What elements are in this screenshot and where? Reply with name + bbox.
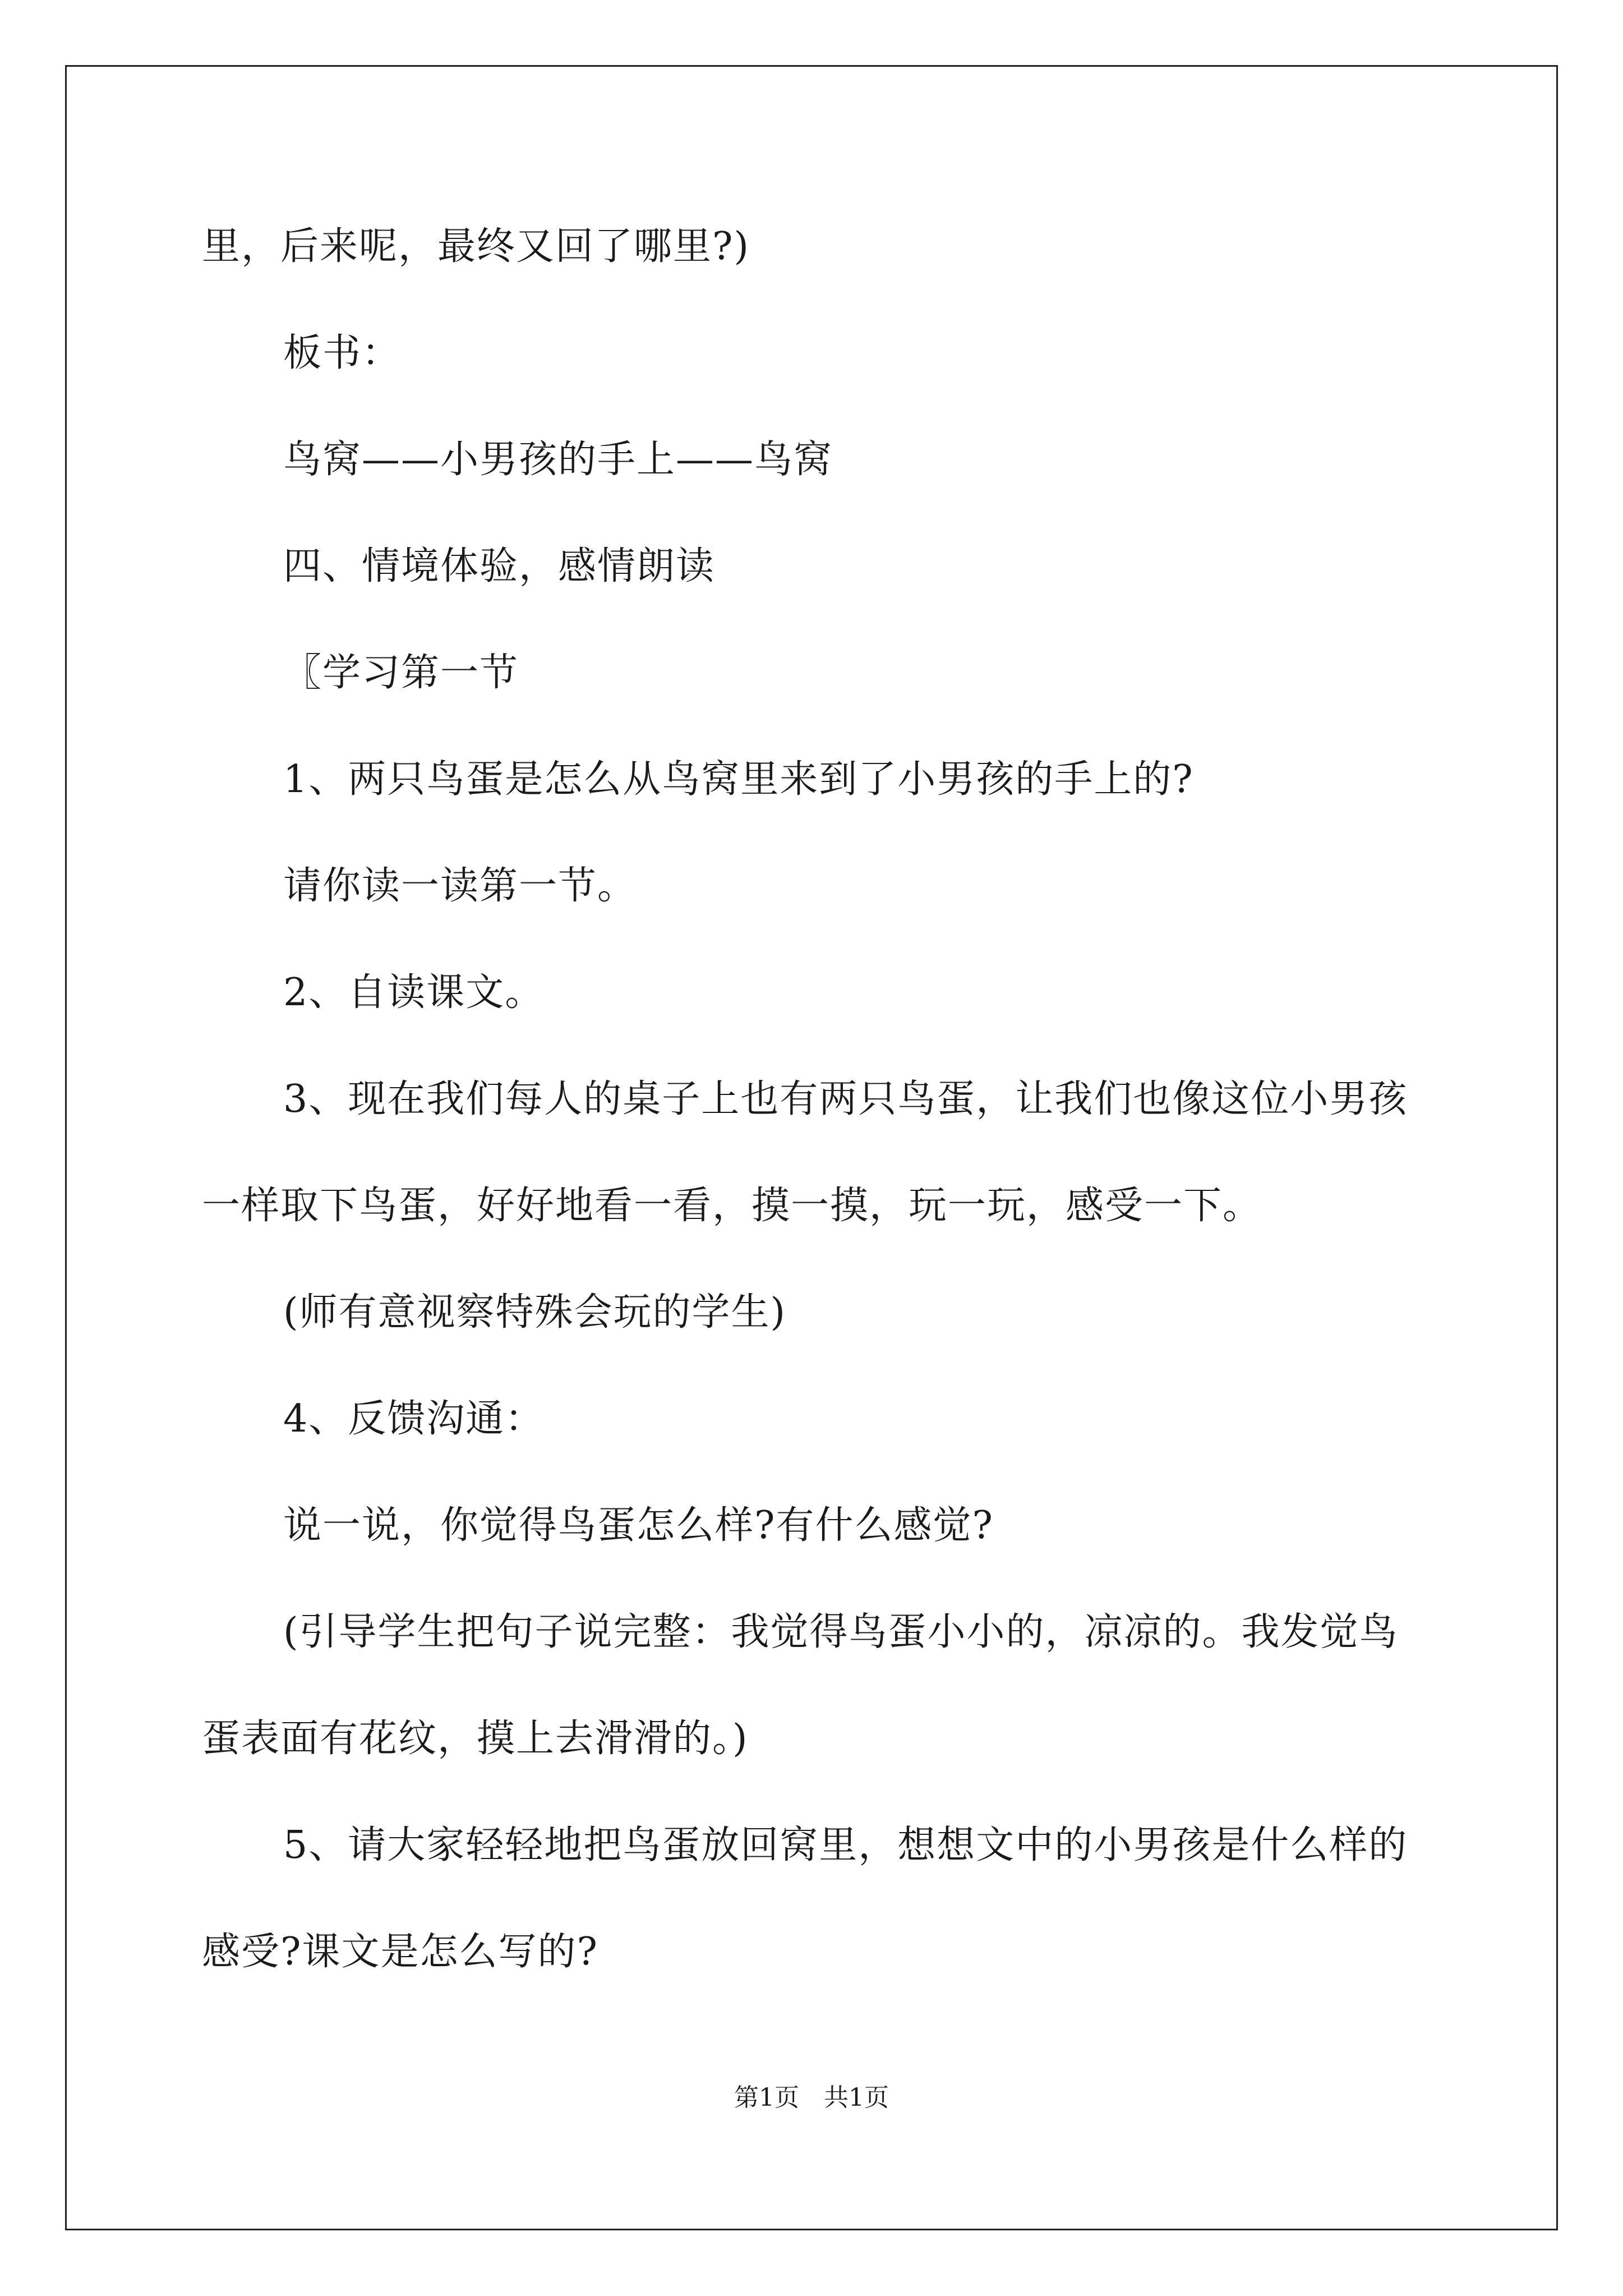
text-line: 板书：	[283, 331, 402, 375]
text-line: 4、反馈沟通：	[283, 1397, 545, 1441]
text-line: 感受?课文是怎么写的?	[202, 1930, 598, 1974]
text-line: 1、两只鸟蛋是怎么从鸟窝里来到了小男孩的手上的?	[283, 757, 1194, 802]
text-line: 2、自读课文。	[283, 970, 545, 1015]
text-line: 一样取下鸟蛋，好好地看一看，摸一摸，玩一玩，感受一下。	[202, 1184, 1262, 1228]
text-line: 鸟窝——小男孩的手上——鸟窝	[283, 438, 833, 482]
text-line: 5、请大家轻轻地把鸟蛋放回窝里，想想文中的小男孩是什么样的	[283, 1823, 1408, 1867]
text-line: 3、现在我们每人的桌子上也有两只鸟蛋，让我们也像这位小男孩	[283, 1077, 1408, 1121]
text-line: 里，后来呢，最终又回了哪里?)	[202, 224, 750, 269]
text-line: 蛋表面有花纹，摸上去滑滑的。)	[202, 1717, 749, 1761]
text-line: 〖学习第一节	[283, 651, 519, 695]
text-line: (引导学生把句子说完整：我觉得鸟蛋小小的，凉凉的。我发觉鸟	[283, 1610, 1399, 1654]
page-number-footer: 第1页 共1页	[734, 2083, 889, 2112]
text-line: (师有意视察特殊会玩的学生)	[283, 1290, 787, 1335]
text-line: 请你读一读第一节。	[283, 864, 637, 908]
text-line: 说一说，你觉得鸟蛋怎么样?有什么感觉?	[283, 1503, 994, 1548]
document-body	[202, 219, 1436, 2031]
section-heading: 四、情境体验，感情朗读	[283, 544, 716, 588]
